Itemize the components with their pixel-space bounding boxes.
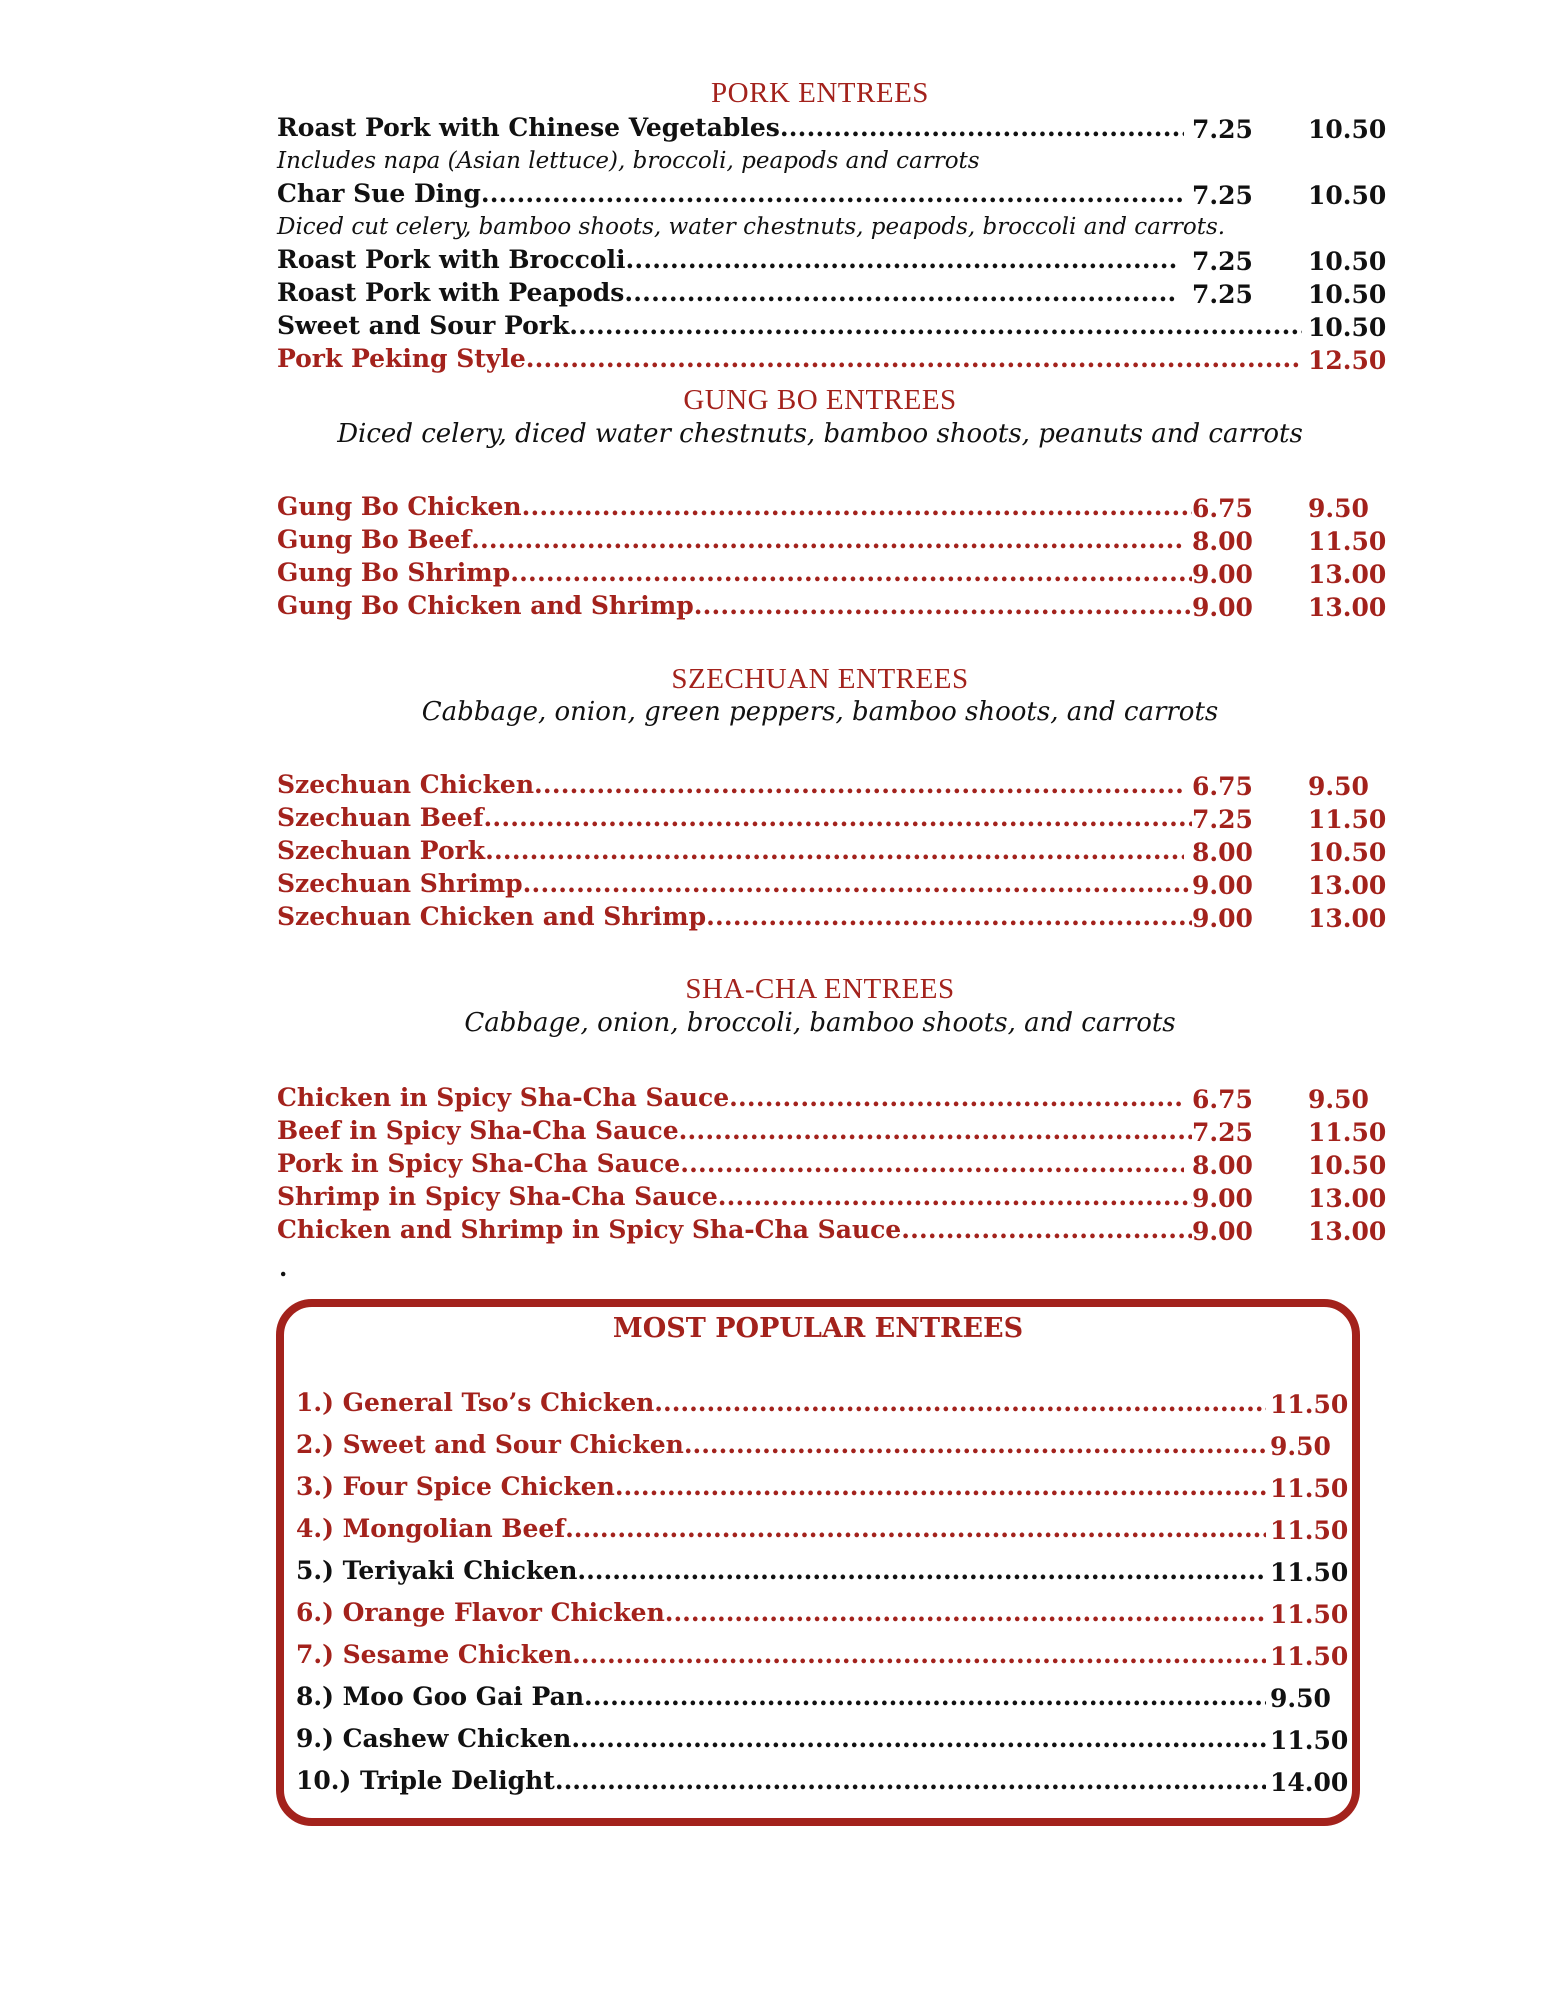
item-name: Beef in Spicy Sha-Cha Sauce	[277, 1116, 679, 1145]
item-name: 6.) Orange Flavor Chicken	[296, 1598, 665, 1627]
item-price-large: 10.50	[1308, 181, 1387, 210]
item-price-small: 9.00	[1192, 593, 1253, 622]
stray-mark: .	[279, 1253, 288, 1282]
dot-leader	[901, 1215, 1192, 1244]
dot-leader	[534, 770, 1184, 799]
menu-item	[277, 492, 1192, 526]
dot-leader	[523, 869, 1192, 898]
item-price-small: 9.00	[1192, 871, 1253, 900]
dot-leader	[615, 1472, 1266, 1501]
item-name: Pork in Spicy Sha-Cha Sauce	[277, 1149, 681, 1178]
szechuan-section-description: Cabbage, onion, green peppers, bamboo shoots, and carrots	[421, 697, 1219, 727]
item-price-small: 7.25	[1192, 280, 1253, 309]
dot-leader	[481, 179, 1184, 208]
shacha-section-description: Cabbage, onion, broccoli, bamboo shoots, and carrots	[464, 1008, 1176, 1038]
dot-leader	[626, 245, 1177, 274]
item-name: Roast Pork with Broccoli	[277, 245, 626, 274]
item-name: Chicken and Shrimp in Spicy Sha-Cha Sauce	[277, 1215, 902, 1244]
menu-item	[277, 1116, 1192, 1150]
menu-item	[277, 1149, 1184, 1183]
item-name: Szechuan Shrimp	[277, 869, 523, 898]
menu-item	[277, 1083, 1184, 1117]
menu-item	[277, 278, 1177, 312]
item-name: Sweet and Sour Pork	[277, 311, 570, 340]
menu-item	[277, 770, 1184, 804]
item-price-small: 9.00	[1192, 1184, 1253, 1213]
item-price-large: 10.50	[1308, 313, 1387, 342]
item-price-large: 10.50	[1308, 247, 1387, 276]
item-price-small: 6.75	[1192, 1085, 1253, 1114]
menu-item	[277, 1182, 1192, 1216]
item-name: 3.) Four Spice Chicken	[296, 1472, 615, 1501]
dot-leader	[569, 311, 1302, 340]
item-price-small: 7.25	[1192, 805, 1253, 834]
dot-leader	[684, 1430, 1266, 1459]
item-name: Gung Bo Chicken and Shrimp	[277, 591, 694, 620]
menu-item	[277, 1215, 1192, 1249]
dot-leader	[471, 525, 1184, 554]
item-name: Char Sue Ding	[277, 179, 481, 208]
menu-item	[277, 902, 1192, 936]
item-price-small: 9.00	[1192, 560, 1253, 589]
item-name: 2.) Sweet and Sour Chicken	[296, 1430, 684, 1459]
item-price-small: 6.75	[1192, 494, 1253, 523]
item-price: 9.50	[1270, 1432, 1331, 1461]
dot-leader	[680, 1149, 1184, 1178]
item-price-large: 12.50	[1308, 346, 1387, 375]
item-price: 11.50	[1270, 1558, 1349, 1587]
item-name: 10.) Triple Delight	[296, 1766, 555, 1795]
shacha-section-title: SHA-CHA ENTREES	[685, 973, 955, 1005]
dot-leader	[555, 1766, 1266, 1795]
dot-leader	[577, 1556, 1266, 1585]
item-price-small: 7.25	[1192, 1118, 1253, 1147]
item-price-large: 9.50	[1308, 1085, 1369, 1114]
item-price-small: 6.75	[1192, 772, 1253, 801]
menu-item	[277, 591, 1192, 625]
dot-leader	[485, 836, 1184, 865]
item-price: 11.50	[1270, 1516, 1349, 1545]
item-price: 11.50	[1270, 1474, 1349, 1503]
item-price-large: 13.00	[1308, 1217, 1387, 1246]
popular-item	[296, 1724, 1266, 1758]
popular-item	[296, 1640, 1266, 1674]
item-name: Szechuan Beef	[277, 803, 484, 832]
item-price-large: 13.00	[1308, 1184, 1387, 1213]
item-name: Szechuan Chicken	[277, 770, 535, 799]
popular-item	[296, 1514, 1266, 1548]
item-price-large: 10.50	[1308, 115, 1387, 144]
dot-leader	[780, 113, 1184, 142]
pork-section-title: PORK ENTREES	[711, 77, 929, 109]
menu-item	[277, 344, 1302, 378]
item-price: 9.50	[1270, 1684, 1331, 1713]
item-price: 11.50	[1270, 1726, 1349, 1755]
item-price-large: 13.00	[1308, 560, 1387, 589]
menu-item	[277, 558, 1192, 592]
item-price-small: 9.00	[1192, 904, 1253, 933]
item-price-large: 11.50	[1308, 527, 1387, 556]
item-name: 4.) Mongolian Beef	[296, 1514, 566, 1543]
item-price-small: 7.25	[1192, 247, 1253, 276]
item-price-small: 9.00	[1192, 1217, 1253, 1246]
dot-leader	[522, 492, 1192, 521]
dot-leader	[526, 344, 1302, 373]
szechuan-section-title: SZECHUAN ENTREES	[671, 663, 969, 695]
dot-leader	[729, 1083, 1184, 1112]
item-price-small: 8.00	[1192, 1151, 1253, 1180]
item-name: 1.) General Tso’s Chicken	[296, 1388, 655, 1417]
item-name: 7.) Sesame Chicken	[296, 1640, 573, 1669]
item-price-large: 9.50	[1308, 772, 1369, 801]
menu-item	[277, 869, 1192, 903]
dot-leader	[694, 591, 1192, 620]
item-price-large: 10.50	[1308, 1151, 1387, 1180]
item-price-small: 8.00	[1192, 527, 1253, 556]
item-price: 14.00	[1270, 1768, 1349, 1797]
item-name: Roast Pork with Peapods	[277, 278, 625, 307]
item-name: Gung Bo Chicken	[277, 492, 522, 521]
item-name: Gung Bo Beef	[277, 525, 472, 554]
dot-leader	[565, 1514, 1266, 1543]
menu-item	[277, 113, 1184, 147]
item-price-large: 9.50	[1308, 494, 1369, 523]
item-price-large: 13.00	[1308, 904, 1387, 933]
item-price: 11.50	[1270, 1642, 1349, 1671]
dot-leader	[510, 558, 1192, 587]
menu-item	[277, 311, 1302, 345]
item-name: Chicken in Spicy Sha-Cha Sauce	[277, 1083, 730, 1112]
item-name: 9.) Cashew Chicken	[296, 1724, 572, 1753]
item-name: 5.) Teriyaki Chicken	[296, 1556, 578, 1585]
dot-leader	[584, 1682, 1266, 1711]
popular-item	[296, 1430, 1266, 1464]
item-price: 11.50	[1270, 1600, 1349, 1629]
item-name: Shrimp in Spicy Sha-Cha Sauce	[277, 1182, 718, 1211]
item-price-large: 13.00	[1308, 871, 1387, 900]
dot-leader	[572, 1640, 1266, 1669]
item-name: Roast Pork with Chinese Vegetables	[277, 113, 780, 142]
popular-item	[296, 1766, 1266, 1800]
menu-item	[277, 179, 1184, 213]
item-price-large: 13.00	[1308, 593, 1387, 622]
dot-leader	[484, 803, 1192, 832]
menu-item	[277, 803, 1192, 837]
popular-item	[296, 1472, 1266, 1506]
popular-item	[296, 1556, 1266, 1590]
popular-item	[296, 1598, 1266, 1632]
menu-item	[277, 245, 1177, 279]
item-name: Pork Peking Style	[277, 344, 526, 373]
item-price: 11.50	[1270, 1390, 1349, 1419]
popular-section-title: MOST POPULAR ENTREES	[612, 1313, 1024, 1344]
item-note: Includes napa (Asian lettuce), broccoli, peapods and carrots	[277, 148, 980, 174]
menu-item	[277, 525, 1184, 559]
item-price-large: 11.50	[1308, 1118, 1387, 1147]
item-name: Gung Bo Shrimp	[277, 558, 511, 587]
item-name: Szechuan Chicken and Shrimp	[277, 902, 707, 931]
item-name: 8.) Moo Goo Gai Pan	[296, 1682, 585, 1711]
item-price-large: 11.50	[1308, 805, 1387, 834]
item-price-large: 10.50	[1308, 838, 1387, 867]
dot-leader	[706, 902, 1192, 931]
dot-leader	[665, 1598, 1266, 1627]
item-name: Szechuan Pork	[277, 836, 486, 865]
gungbo-section-title: GUNG BO ENTREES	[683, 384, 957, 416]
popular-item	[296, 1682, 1266, 1716]
dot-leader	[654, 1388, 1266, 1417]
item-price-large: 10.50	[1308, 280, 1387, 309]
menu-item	[277, 836, 1184, 870]
item-note: Diced cut celery, bamboo shoots, water chestnuts, peapods, broccoli and carrots.	[277, 214, 1226, 240]
popular-item	[296, 1388, 1266, 1422]
gungbo-section-description: Diced celery, diced water chestnuts, bamboo shoots, peanuts and carrots	[337, 419, 1303, 449]
dot-leader	[679, 1116, 1192, 1145]
item-price-small: 7.25	[1192, 181, 1253, 210]
item-price-small: 8.00	[1192, 838, 1253, 867]
dot-leader	[718, 1182, 1192, 1211]
item-price-small: 7.25	[1192, 115, 1253, 144]
dot-leader	[571, 1724, 1266, 1753]
dot-leader	[624, 278, 1177, 307]
